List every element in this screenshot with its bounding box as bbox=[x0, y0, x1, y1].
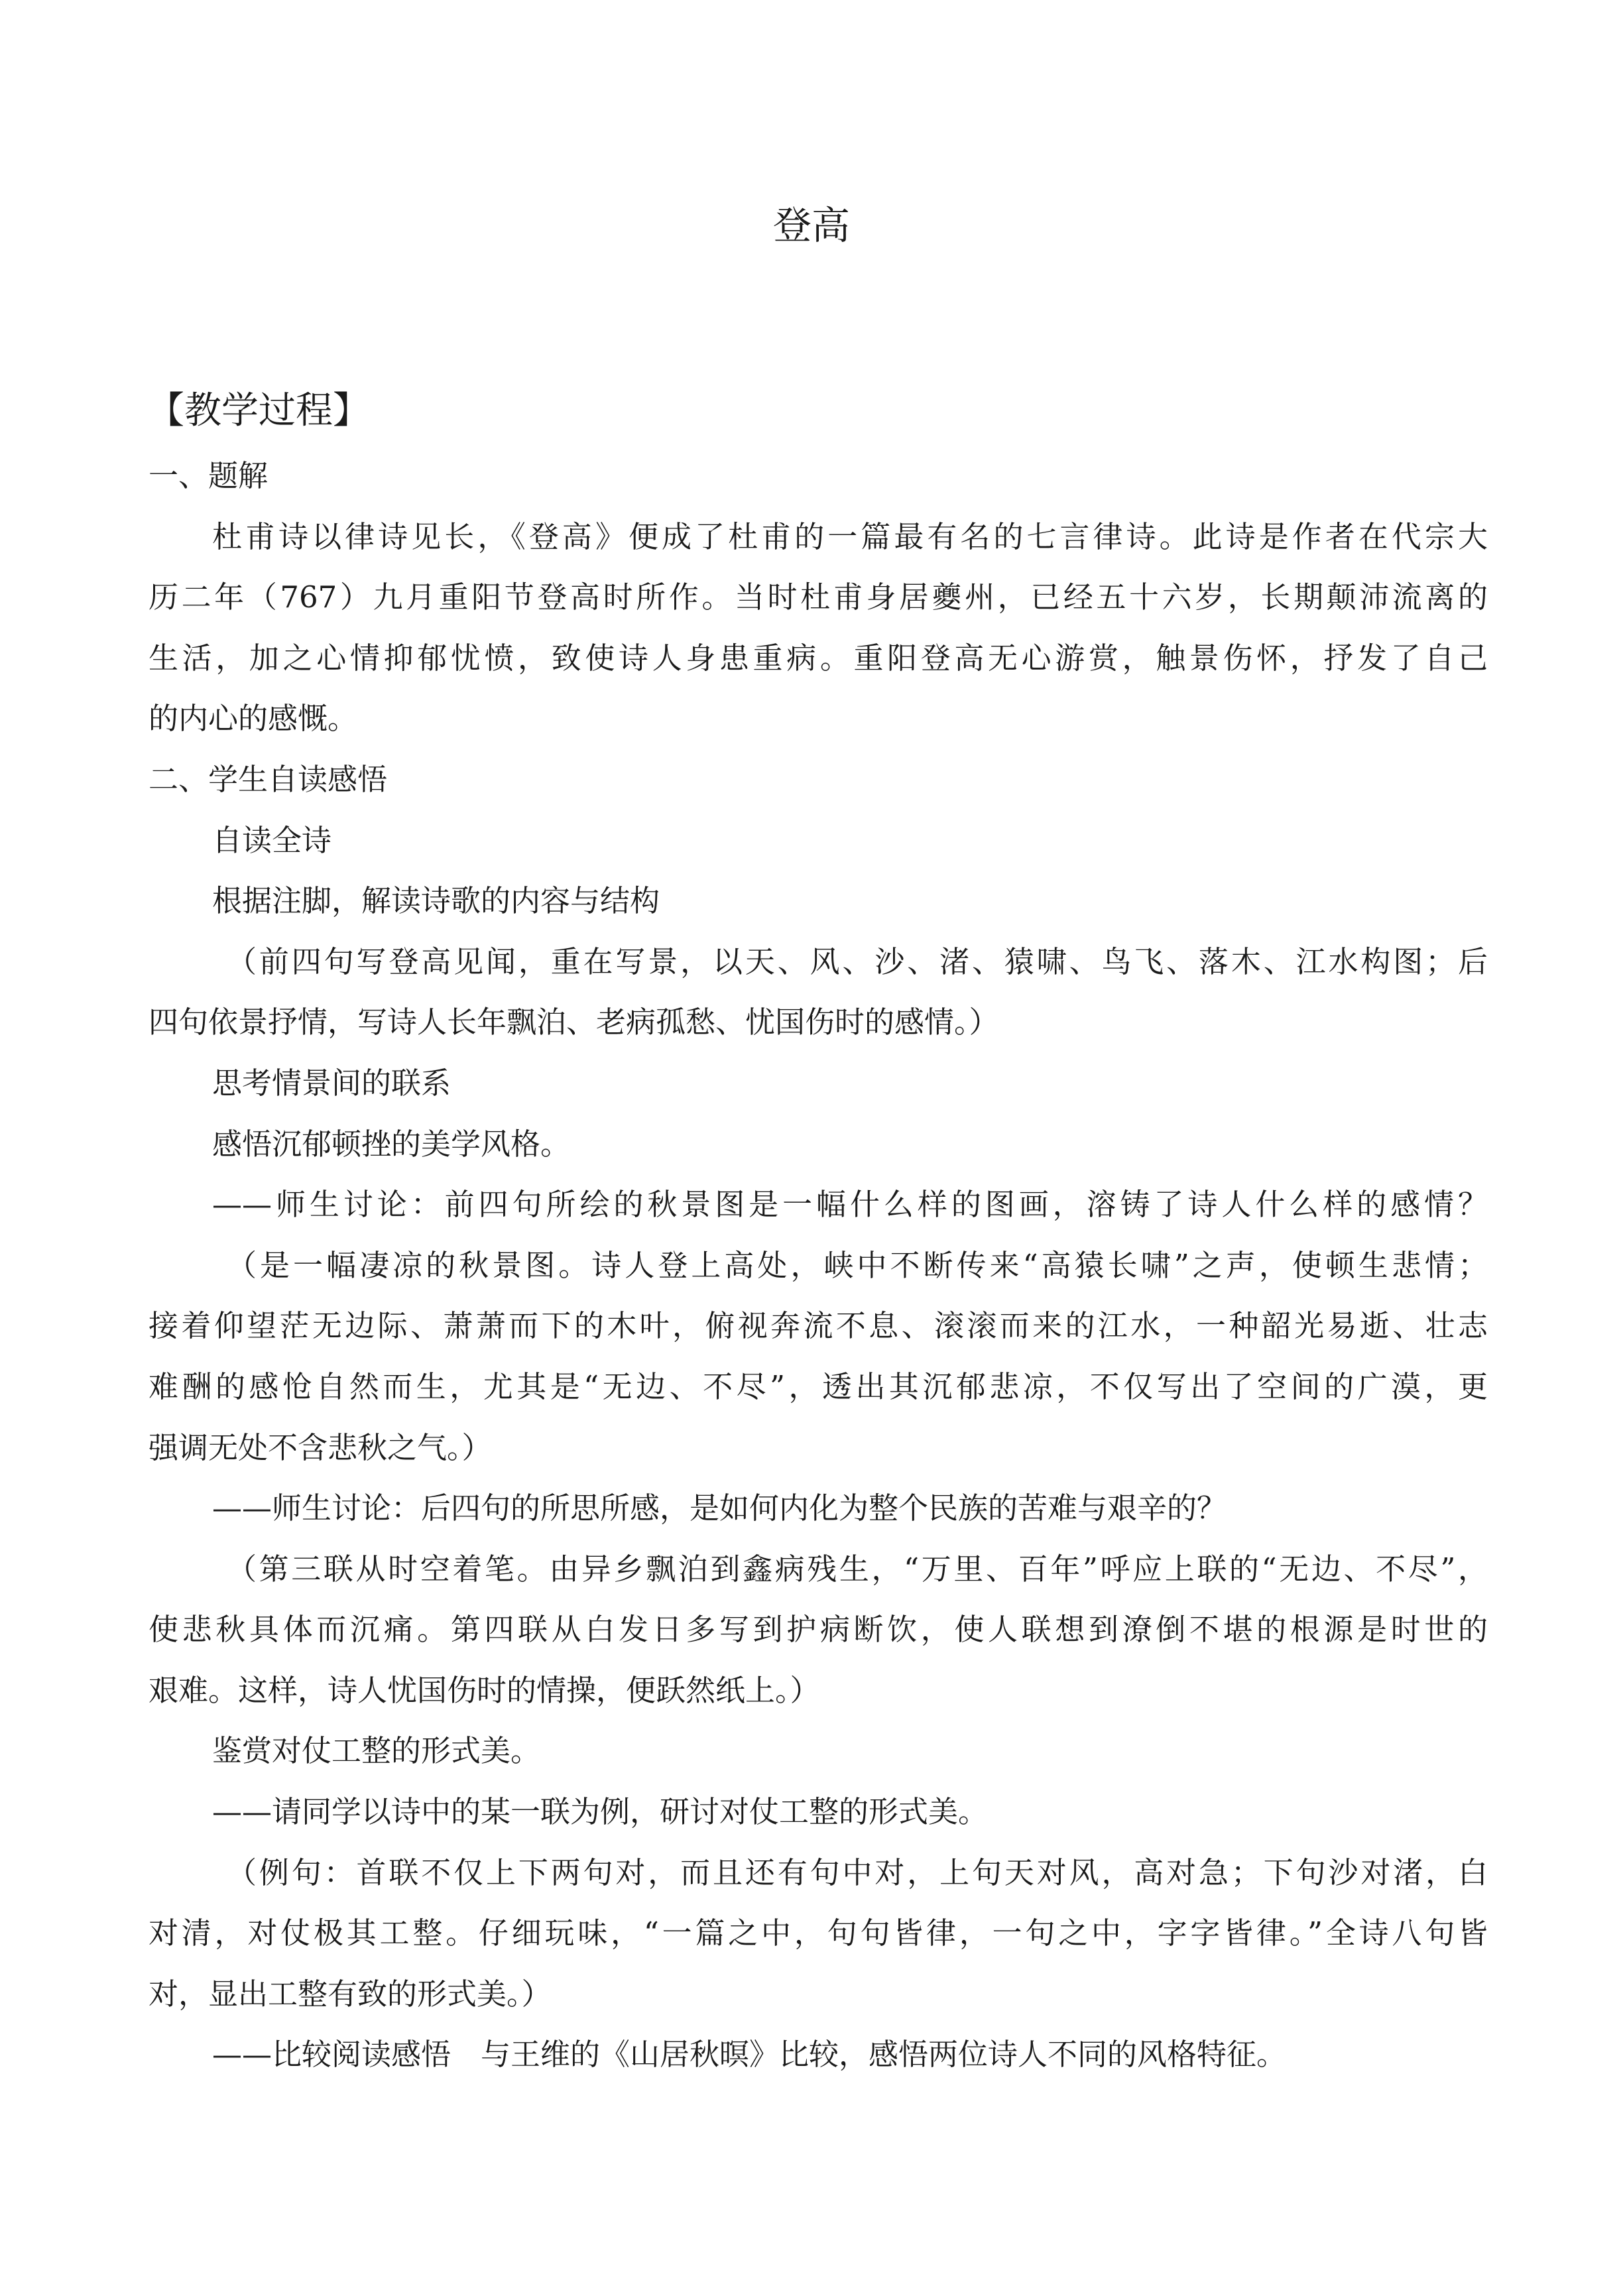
section-heading: 【教学过程】 bbox=[147, 389, 370, 432]
text-line: 鉴赏对仗工整的形式美。 bbox=[212, 1733, 541, 1769]
text-line: 对清，对仗极其工整。仔细玩味，“一篇之中，句句皆律，一句之中，字字皆律。”全诗八句皆 bbox=[149, 1915, 1488, 1951]
text-line: ——师生讨论：后四句的所思所感，是如何内化为整个民族的苦难与艰辛的？ bbox=[212, 1490, 1227, 1526]
page-title: 登高 bbox=[772, 203, 850, 248]
text-line: 二、学生自读感悟 bbox=[149, 761, 388, 797]
text-line: 杜甫诗以律诗见长，《登高》便成了杜甫的一篇最有名的七言律诗。此诗是作者在代宗大 bbox=[212, 518, 1488, 554]
body-text bbox=[149, 446, 1488, 2085]
text-line: 自读全诗 bbox=[212, 822, 332, 858]
text-line: （是一幅凄凉的秋景图。诗人登上高处，峡中不断传来“高猿长啸”之声，使顿生悲情； bbox=[227, 1247, 1488, 1283]
text-line: ——师生讨论：前四句所绘的秋景图是一幅什么样的图画，溶铸了诗人什么样的感情？ bbox=[212, 1187, 1488, 1223]
text-line: 难酬的感怆自然而生，尤其是“无边、不尽”，透出其沉郁悲凉，不仅写出了空间的广漠，更 bbox=[149, 1368, 1488, 1404]
text-line: 思考情景间的联系 bbox=[212, 1065, 451, 1101]
text-line: 使悲秋具体而沉痛。第四联从白发日多写到护病断饮，使人联想到潦倒不堪的根源是时世的 bbox=[149, 1612, 1488, 1648]
text-line: ——比较阅读感悟 与王维的《山居秋暝》比较，感悟两位诗人不同的风格特征。 bbox=[212, 2037, 1287, 2073]
text-line: 感悟沉郁顿挫的美学风格。 bbox=[212, 1126, 571, 1162]
text-line: （前四句写登高见闻，重在写景，以天、风、沙、渚、猿啸、鸟飞、落木、江水构图；后 bbox=[227, 943, 1488, 979]
text-line: 一、题解 bbox=[149, 458, 269, 493]
text-line: 根据注脚，解读诗歌的内容与结构 bbox=[212, 883, 660, 919]
text-line: 生活，加之心情抑郁忧愤，致使诗人身患重病。重阳登高无心游赏，触景伤怀，抒发了自己 bbox=[149, 640, 1488, 676]
text-line: 历二年（767）九月重阳节登高时所作。当时杜甫身居夔州，已经五十六岁，长期颠沛流离的 bbox=[149, 579, 1488, 615]
text-line: 接着仰望茫无边际、萧萧而下的木叶，俯视奔流不息、滚滚而来的江水，一种韶光易逝、壮志 bbox=[149, 1308, 1488, 1344]
text-line: 强调无处不含悲秋之气。） bbox=[149, 1429, 492, 1465]
text-line: 四句依景抒情，写诗人长年飘泊、老病孤愁、忧国伤时的感情。） bbox=[149, 1004, 999, 1040]
text-line: （第三联从时空着笔。由异乡飘泊到鑫病残生，“万里、百年”呼应上联的“无边、不尽”， bbox=[227, 1551, 1488, 1587]
text-line: 的内心的感慨。 bbox=[149, 701, 358, 737]
text-line: 艰难。这样，诗人忧国伤时的情操，便跃然纸上。） bbox=[149, 1672, 820, 1708]
text-line: ——请同学以诗中的某一联为例，研讨对仗工整的形式美。 bbox=[212, 1794, 989, 1830]
text-line: 对，显出工整有致的形式美。） bbox=[149, 1976, 552, 2012]
text-line: （例句：首联不仅上下两句对，而且还有句中对，上句天对风，高对急；下句沙对渚，白 bbox=[227, 1854, 1488, 1890]
